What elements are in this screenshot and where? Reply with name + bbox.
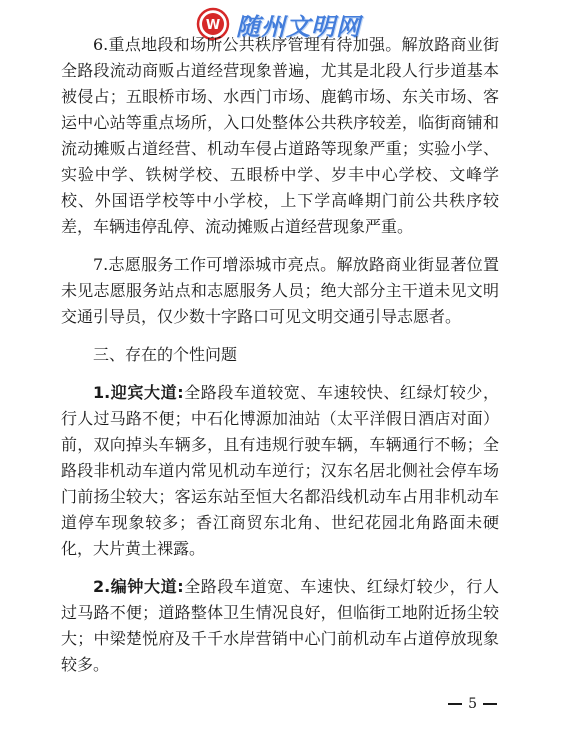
document-body <box>61 32 499 678</box>
item-text: 全路段车道较宽、车速较快、红绿灯较少，行人过马路不便；中石化博源加油站（太平洋假日酒店对面）前，双向掉头车辆多，且有违规行驶车辆，车辆通行不畅；全路段非机动车道内常见机动车逆行；汉东名居北侧社会停车场门前扬尘较大；客运东站至恒大名都沿线机动车占用非机动车道停车现象较多；香江商贸东北角、世纪花园北角路面未硬化，大片黄土裸露。 <box>61 383 499 558</box>
paragraph-item-7: 7.志愿服务工作可增添城市亮点。解放路商业街显著位置未见志愿服务站点和志愿服务人员；绝大部分主干道未见文明交通引导员，仅少数十字路口可见文明交通引导志愿者。 <box>61 255 499 326</box>
item-text: 全路段车道宽、车速快、红绿灯较少，行人过马路不便；道路整体卫生情况良好，但临街工地附近扬尘较大；中梁楚悦府及千千水岸营销中心门前机动车占道停放现象较多。 <box>61 577 499 674</box>
item-lead: 2.编钟大道: <box>93 577 184 596</box>
list-item-yingbin-avenue <box>61 380 499 562</box>
page-number-value: 5 <box>468 696 477 712</box>
dash-left <box>448 703 462 705</box>
watermark-text: 随州文明网 <box>236 12 361 41</box>
logo-letter: W <box>205 18 221 33</box>
paragraph-item-6: 6.重点地段和场所公共秩序管理有待加强。解放路商业街全路段流动商贩占道经营现象普遍，尤其是北段人行步道基本被侵占；五眼桥市场、水西门市场、鹿鹤市场、东关市场、客运中心站等重点场所，入口处整体公共秩序较差，临街商铺和流动摊贩占道经营、机动车侵占道路等现象严重；实验小学、实验中学、铁树学校、五眼桥中学、岁丰中心学校、文峰学校、外国语学校等中小学校，上下学高峰期门前公共秩序较差，车辆违停乱停、流动摊贩占道经营现象严重。 <box>61 35 499 236</box>
item-lead: 1.迎宾大道: <box>93 383 184 402</box>
page-number <box>448 696 497 712</box>
section-heading: 三、存在的个性问题 <box>93 345 238 364</box>
list-item-bianzhong-avenue <box>61 574 499 678</box>
dash-right <box>483 703 497 705</box>
